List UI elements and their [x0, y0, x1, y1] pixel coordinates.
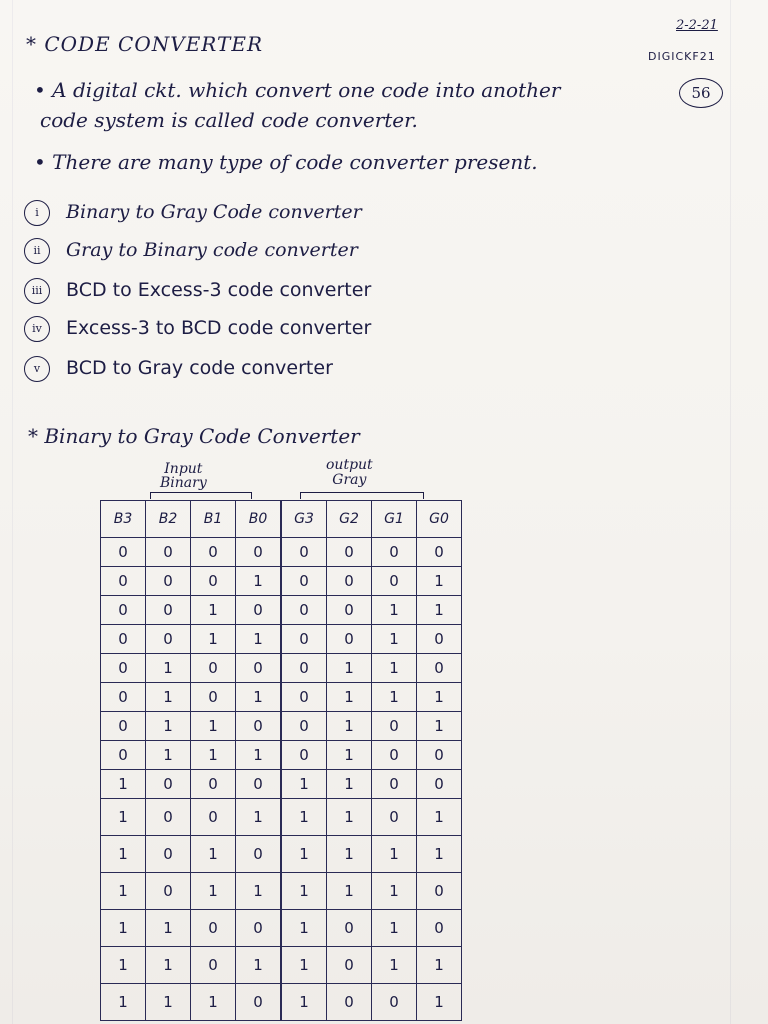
- table-cell: 1: [327, 683, 372, 712]
- list-item: [24, 278, 371, 304]
- table-cell: 1: [281, 770, 327, 799]
- table-cell: 0: [146, 836, 191, 873]
- table-cell: 1: [191, 873, 236, 910]
- table-cell: 1: [101, 873, 146, 910]
- list-item: [24, 356, 333, 382]
- table-cell: 0: [281, 712, 327, 741]
- table-cell: 0: [327, 625, 372, 654]
- table-cell: 0: [101, 741, 146, 770]
- table-cell: 1: [417, 984, 462, 1021]
- table-cell: 0: [372, 712, 417, 741]
- table-cell: 0: [146, 538, 191, 567]
- table-cell: 1: [236, 683, 282, 712]
- table-cell: 0: [191, 947, 236, 984]
- input-label-line-1: Input: [164, 461, 203, 477]
- table-cell: 0: [327, 984, 372, 1021]
- column-header: B1: [191, 501, 236, 538]
- table-row: [101, 910, 462, 947]
- page-number-badge: 56: [679, 78, 723, 108]
- table-cell: 1: [372, 625, 417, 654]
- table-cell: 0: [146, 625, 191, 654]
- table-cell: 1: [417, 712, 462, 741]
- table-cell: 0: [327, 567, 372, 596]
- list-number: ii: [24, 238, 50, 264]
- definition-line-1: • A digital ckt. which convert one code into another: [34, 78, 561, 102]
- list-number: i: [24, 200, 50, 226]
- list-item-text: BCD to Excess-3 code converter: [66, 279, 372, 301]
- table-cell: 1: [327, 799, 372, 836]
- table-cell: 0: [191, 654, 236, 683]
- table-cell: 1: [327, 654, 372, 683]
- table-cell: 0: [327, 596, 372, 625]
- table-cell: 1: [191, 596, 236, 625]
- table-cell: 0: [101, 625, 146, 654]
- table-cell: 1: [372, 596, 417, 625]
- table-cell: 0: [236, 712, 282, 741]
- table-cell: 0: [417, 538, 462, 567]
- table-cell: 1: [236, 799, 282, 836]
- table-cell: 0: [417, 741, 462, 770]
- table-row: [101, 654, 462, 683]
- table-cell: 1: [146, 712, 191, 741]
- table-cell: 0: [101, 683, 146, 712]
- table-row: [101, 712, 462, 741]
- table-cell: 1: [327, 712, 372, 741]
- table-cell: 0: [281, 538, 327, 567]
- table-cell: 1: [417, 596, 462, 625]
- table-cell: 0: [281, 683, 327, 712]
- section-heading: * Binary to Gray Code Converter: [28, 424, 360, 448]
- table-cell: 0: [281, 596, 327, 625]
- table-cell: 0: [372, 538, 417, 567]
- table-cell: 0: [236, 596, 282, 625]
- list-item: [24, 316, 371, 342]
- table-cell: 1: [101, 836, 146, 873]
- table-cell: 0: [372, 741, 417, 770]
- table-cell: 1: [281, 873, 327, 910]
- table-cell: 1: [372, 654, 417, 683]
- table-row: [101, 625, 462, 654]
- table-cell: 1: [372, 947, 417, 984]
- table-cell: 0: [191, 910, 236, 947]
- table-cell: 0: [236, 910, 282, 947]
- table-cell: 1: [191, 625, 236, 654]
- column-header: G0: [417, 501, 462, 538]
- table-cell: 0: [327, 910, 372, 947]
- table-cell: 1: [146, 910, 191, 947]
- table-cell: 1: [372, 873, 417, 910]
- table-cell: 1: [101, 947, 146, 984]
- table-row: [101, 741, 462, 770]
- table-row: [101, 873, 462, 910]
- table-cell: 0: [101, 567, 146, 596]
- table-cell: 1: [236, 625, 282, 654]
- input-group-label: [160, 462, 207, 490]
- output-bracket: [300, 492, 424, 499]
- table-cell: 0: [101, 712, 146, 741]
- table-cell: 1: [327, 836, 372, 873]
- table-cell: 1: [281, 984, 327, 1021]
- table-cell: 1: [236, 741, 282, 770]
- column-header: G2: [327, 501, 372, 538]
- table-cell: 0: [417, 654, 462, 683]
- table-cell: 0: [372, 567, 417, 596]
- table-cell: 1: [327, 873, 372, 910]
- table-cell: 1: [146, 741, 191, 770]
- table-cell: 0: [417, 910, 462, 947]
- output-label-line-1: output: [326, 457, 373, 473]
- table-cell: 0: [417, 625, 462, 654]
- table-cell: 1: [281, 836, 327, 873]
- table-cell: 0: [327, 538, 372, 567]
- table-cell: 0: [417, 770, 462, 799]
- table-cell: 1: [236, 873, 282, 910]
- table-cell: 0: [417, 873, 462, 910]
- table-cell: 1: [372, 836, 417, 873]
- table-cell: 0: [146, 596, 191, 625]
- table-cell: 1: [101, 770, 146, 799]
- list-item: [24, 238, 358, 264]
- list-number: iii: [24, 278, 50, 304]
- table-cell: 0: [191, 799, 236, 836]
- table-row: [101, 567, 462, 596]
- page-title: * CODE CONVERTER: [26, 32, 263, 56]
- table-cell: 0: [281, 654, 327, 683]
- list-item-text: Excess-3 to BCD code converter: [66, 317, 372, 339]
- table-cell: 0: [327, 947, 372, 984]
- table-header-row: [101, 501, 462, 538]
- page-margin-line: [730, 0, 731, 1024]
- table-cell: 1: [236, 567, 282, 596]
- table-row: [101, 596, 462, 625]
- table-cell: 0: [101, 538, 146, 567]
- table-cell: 0: [236, 538, 282, 567]
- output-label-line-2: Gray: [332, 472, 367, 488]
- list-item: [24, 200, 362, 226]
- table-cell: 0: [236, 836, 282, 873]
- table-cell: 0: [281, 567, 327, 596]
- table-cell: 1: [101, 910, 146, 947]
- table-cell: 1: [236, 947, 282, 984]
- column-header: G3: [281, 501, 327, 538]
- table-cell: 1: [372, 683, 417, 712]
- table-cell: 1: [281, 799, 327, 836]
- table-row: [101, 683, 462, 712]
- table-cell: 1: [191, 712, 236, 741]
- table-cell: 0: [101, 654, 146, 683]
- page-date: 2-2-21: [676, 18, 718, 33]
- table-cell: 0: [372, 770, 417, 799]
- table-cell: 1: [417, 683, 462, 712]
- output-group-label: [326, 458, 373, 488]
- column-header: B2: [146, 501, 191, 538]
- table-row: [101, 836, 462, 873]
- table-cell: 0: [236, 770, 282, 799]
- table-cell: 0: [146, 799, 191, 836]
- list-item-text: Binary to Gray Code converter: [66, 201, 362, 223]
- table-cell: 1: [281, 910, 327, 947]
- table-cell: 0: [236, 654, 282, 683]
- table-cell: 0: [191, 683, 236, 712]
- table-cell: 1: [417, 799, 462, 836]
- table-cell: 0: [236, 984, 282, 1021]
- table-cell: 1: [101, 799, 146, 836]
- table-cell: 1: [146, 947, 191, 984]
- column-header: B0: [236, 501, 282, 538]
- table-cell: 1: [417, 567, 462, 596]
- table-cell: 1: [146, 683, 191, 712]
- table-row: [101, 770, 462, 799]
- column-header: B3: [101, 501, 146, 538]
- table-cell: 0: [372, 799, 417, 836]
- table-cell: 0: [191, 567, 236, 596]
- input-label-line-2: Binary: [160, 475, 207, 491]
- types-intro: • There are many type of code converter present.: [34, 150, 538, 174]
- table-row: [101, 538, 462, 567]
- list-number: iv: [24, 316, 50, 342]
- table-cell: 1: [372, 910, 417, 947]
- table-cell: 1: [327, 770, 372, 799]
- table-cell: 0: [191, 538, 236, 567]
- list-item-text: Gray to Binary code converter: [66, 239, 358, 261]
- table-row: [101, 984, 462, 1021]
- table-cell: 1: [146, 654, 191, 683]
- column-header: G1: [372, 501, 417, 538]
- table-cell: 1: [191, 741, 236, 770]
- table-cell: 0: [101, 596, 146, 625]
- course-code: DIGICKF21: [648, 50, 716, 63]
- table-cell: 0: [191, 770, 236, 799]
- table-cell: 0: [372, 984, 417, 1021]
- table-row: [101, 799, 462, 836]
- table-cell: 1: [191, 984, 236, 1021]
- table-cell: 1: [146, 984, 191, 1021]
- table-cell: 1: [101, 984, 146, 1021]
- list-number: v: [24, 356, 50, 382]
- table-cell: 0: [146, 567, 191, 596]
- table-cell: 1: [327, 741, 372, 770]
- table-cell: 0: [281, 625, 327, 654]
- table-cell: 1: [281, 947, 327, 984]
- table-row: [101, 947, 462, 984]
- list-item-text: BCD to Gray code converter: [66, 357, 333, 379]
- truth-table: [100, 500, 462, 1021]
- table-cell: 1: [417, 836, 462, 873]
- table-cell: 0: [146, 770, 191, 799]
- table-cell: 0: [281, 741, 327, 770]
- definition-line-2: code system is called code converter.: [40, 108, 418, 132]
- input-bracket: [150, 492, 252, 499]
- table-cell: 1: [191, 836, 236, 873]
- truth-table-body: [101, 538, 462, 1021]
- table-cell: 1: [417, 947, 462, 984]
- table-cell: 0: [146, 873, 191, 910]
